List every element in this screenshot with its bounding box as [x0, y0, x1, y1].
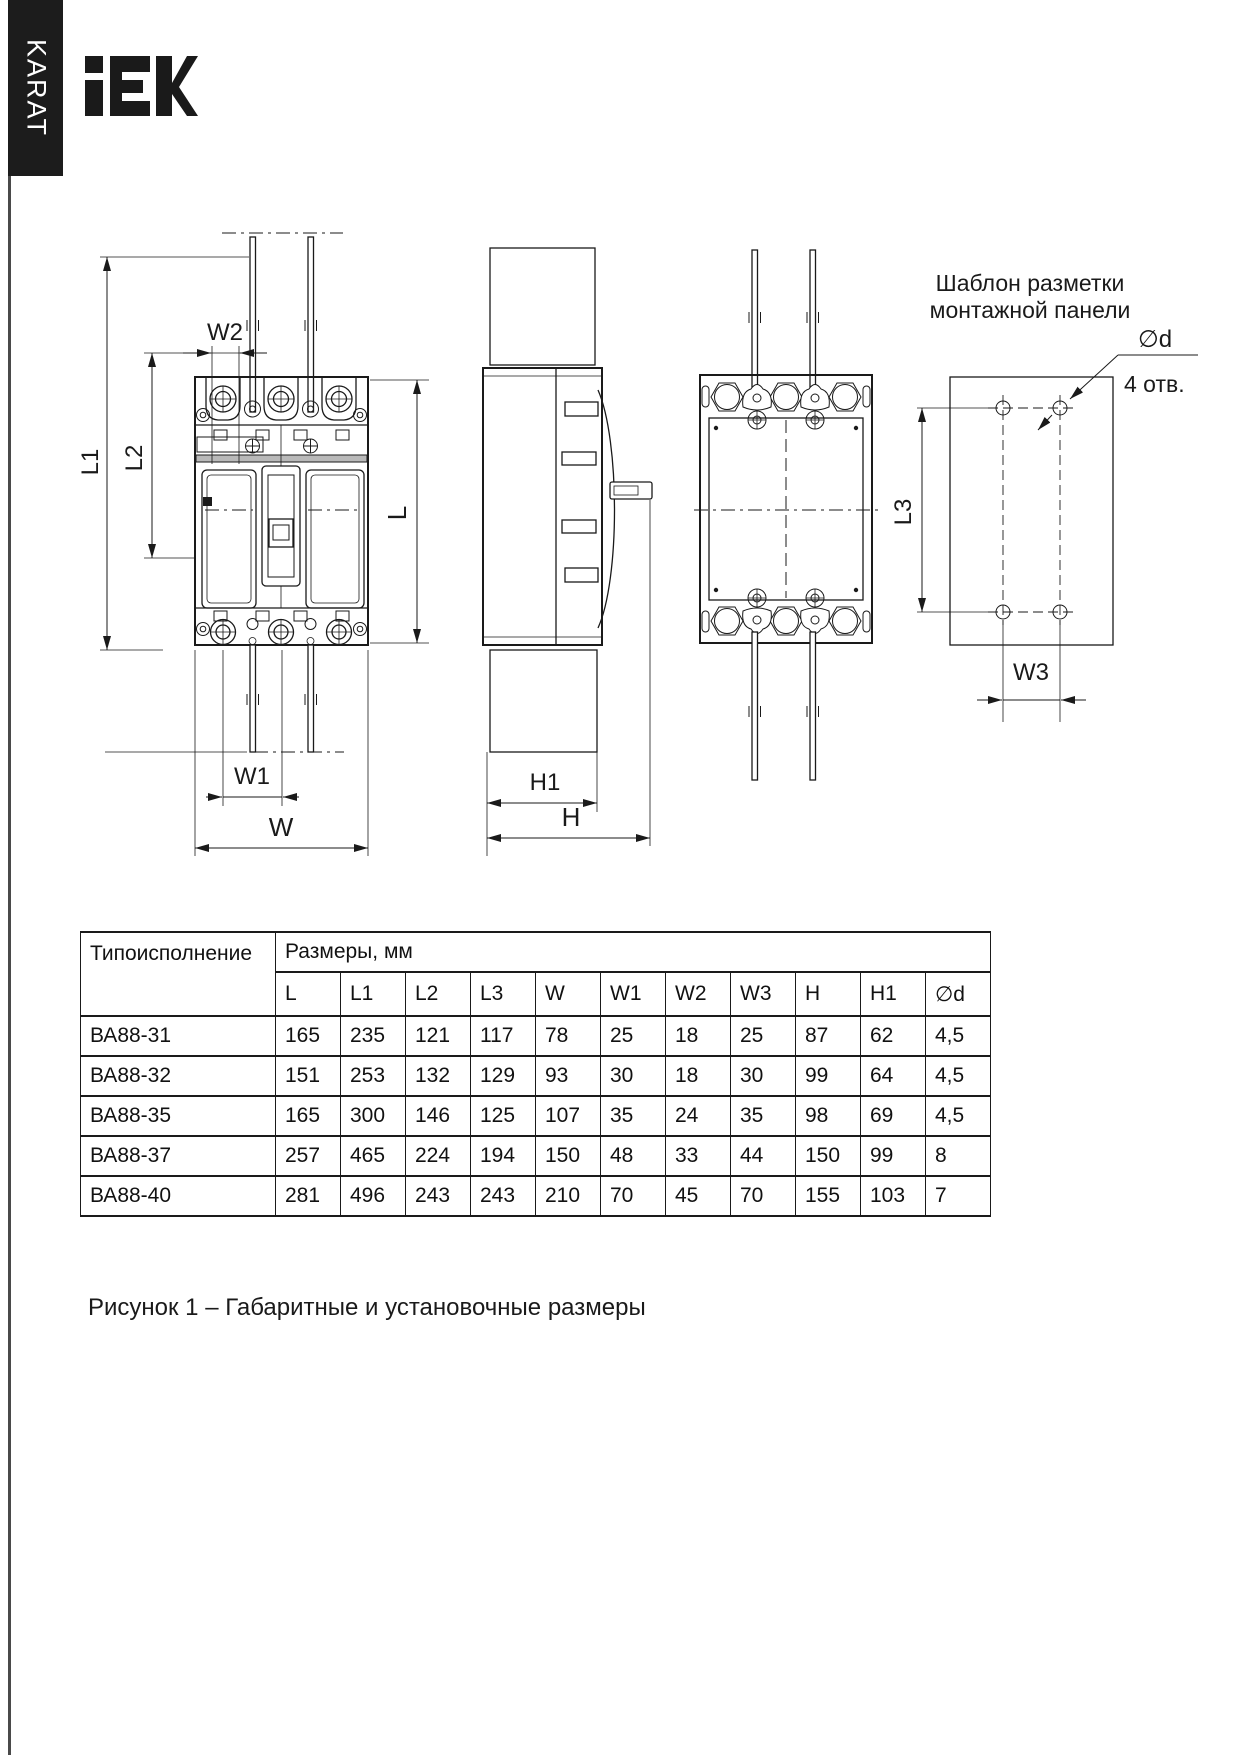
header-type: Типоисполнение: [81, 932, 276, 1016]
karat-side-tab: [8, 0, 63, 176]
cell: 30: [601, 1056, 666, 1096]
cell: 48: [601, 1136, 666, 1176]
cell: 45: [666, 1176, 731, 1216]
col-header-h1: H1: [861, 972, 926, 1016]
holes-count-label: 4 отв.: [1124, 371, 1185, 397]
cell: 146: [406, 1096, 471, 1136]
cell: 125: [471, 1096, 536, 1136]
cell: 7: [926, 1176, 991, 1216]
cell: 155: [796, 1176, 861, 1216]
dimensions-table: [80, 931, 991, 1217]
cell: 243: [406, 1176, 471, 1216]
cell: 8: [926, 1136, 991, 1176]
table-row: [81, 1096, 991, 1136]
table-row: [81, 1136, 991, 1176]
cell: 235: [341, 1016, 406, 1056]
cell: 35: [601, 1096, 666, 1136]
row-name: ВА88-31: [81, 1016, 276, 1056]
row-name: ВА88-37: [81, 1136, 276, 1176]
dim-label-l3: L3: [890, 498, 917, 526]
dim-label-l: L: [382, 505, 412, 521]
col-header-w1: W1: [601, 972, 666, 1016]
row-name: ВА88-32: [81, 1056, 276, 1096]
figure-caption: Рисунок 1 – Габаритные и установочные размеры: [88, 1294, 646, 1321]
cell: 129: [471, 1056, 536, 1096]
template-title-line2: монтажной панели: [929, 297, 1131, 323]
mounting-template-drawing: [890, 270, 1198, 722]
technical-drawings: [60, 225, 1220, 873]
cell: 33: [666, 1136, 731, 1176]
dim-label-w1: W1: [234, 763, 270, 790]
table-row: [81, 1176, 991, 1216]
cell: 4,5: [926, 1096, 991, 1136]
cell: 281: [276, 1176, 341, 1216]
cell: 30: [731, 1056, 796, 1096]
front-view-drawing: [77, 233, 429, 856]
col-header-w2: W2: [666, 972, 731, 1016]
dim-label-w: W: [268, 812, 294, 842]
cell: 87: [796, 1016, 861, 1056]
cell: 151: [276, 1056, 341, 1096]
row-name: ВА88-40: [81, 1176, 276, 1216]
cell: 150: [536, 1136, 601, 1176]
col-header-d: ∅d: [926, 972, 991, 1016]
cell: 25: [731, 1016, 796, 1056]
col-header-l: L: [276, 972, 341, 1016]
cell: 496: [341, 1176, 406, 1216]
dim-label-l2: L2: [121, 444, 148, 472]
template-title-line1: Шаблон разметки: [935, 270, 1125, 296]
cell: 253: [341, 1056, 406, 1096]
cell: 210: [536, 1176, 601, 1216]
cell: 103: [861, 1176, 926, 1216]
side-view-drawing: [483, 248, 652, 856]
col-header-l1: L1: [341, 972, 406, 1016]
cell: 18: [666, 1056, 731, 1096]
col-header-w3: W3: [731, 972, 796, 1016]
cell: 25: [601, 1016, 666, 1056]
cell: 224: [406, 1136, 471, 1176]
cell: 64: [861, 1056, 926, 1096]
row-name: ВА88-35: [81, 1096, 276, 1136]
col-header-w: W: [536, 972, 601, 1016]
cell: 24: [666, 1096, 731, 1136]
cell: 243: [471, 1176, 536, 1216]
rear-view-drawing: [694, 250, 878, 780]
cell: 121: [406, 1016, 471, 1056]
cell: 44: [731, 1136, 796, 1176]
dim-label-w2: W2: [207, 319, 243, 346]
cell: 465: [341, 1136, 406, 1176]
cell: 194: [471, 1136, 536, 1176]
dim-label-l1: L1: [77, 448, 104, 476]
cell: 107: [536, 1096, 601, 1136]
cell: 257: [276, 1136, 341, 1176]
col-header-l3: L3: [471, 972, 536, 1016]
header-sizes-group: Размеры, мм: [276, 932, 991, 972]
table-row: [81, 1016, 991, 1056]
cell: 117: [471, 1016, 536, 1056]
cell: 70: [731, 1176, 796, 1216]
page-edge-line: [8, 0, 11, 1755]
dim-label-w3: W3: [1013, 659, 1049, 686]
cell: 4,5: [926, 1016, 991, 1056]
iek-logo: [84, 56, 198, 116]
cell: 69: [861, 1096, 926, 1136]
cell: 4,5: [926, 1056, 991, 1096]
karat-label: KARAT: [21, 38, 51, 138]
dim-label-h: H: [561, 802, 581, 832]
table-header-row-1: [81, 932, 991, 972]
table-row: [81, 1056, 991, 1096]
cell: 165: [276, 1096, 341, 1136]
cell: 132: [406, 1056, 471, 1096]
cell: 93: [536, 1056, 601, 1096]
cell: 70: [601, 1176, 666, 1216]
dim-label-h1: H1: [529, 769, 561, 796]
cell: 300: [341, 1096, 406, 1136]
cell: 150: [796, 1136, 861, 1176]
cell: 98: [796, 1096, 861, 1136]
cell: 99: [861, 1136, 926, 1176]
cell: 35: [731, 1096, 796, 1136]
cell: 165: [276, 1016, 341, 1056]
cell: 78: [536, 1016, 601, 1056]
col-header-h: H: [796, 972, 861, 1016]
cell: 18: [666, 1016, 731, 1056]
col-header-l2: L2: [406, 972, 471, 1016]
cell: 99: [796, 1056, 861, 1096]
hole-diameter-label: ∅d: [1137, 326, 1173, 353]
cell: 62: [861, 1016, 926, 1056]
